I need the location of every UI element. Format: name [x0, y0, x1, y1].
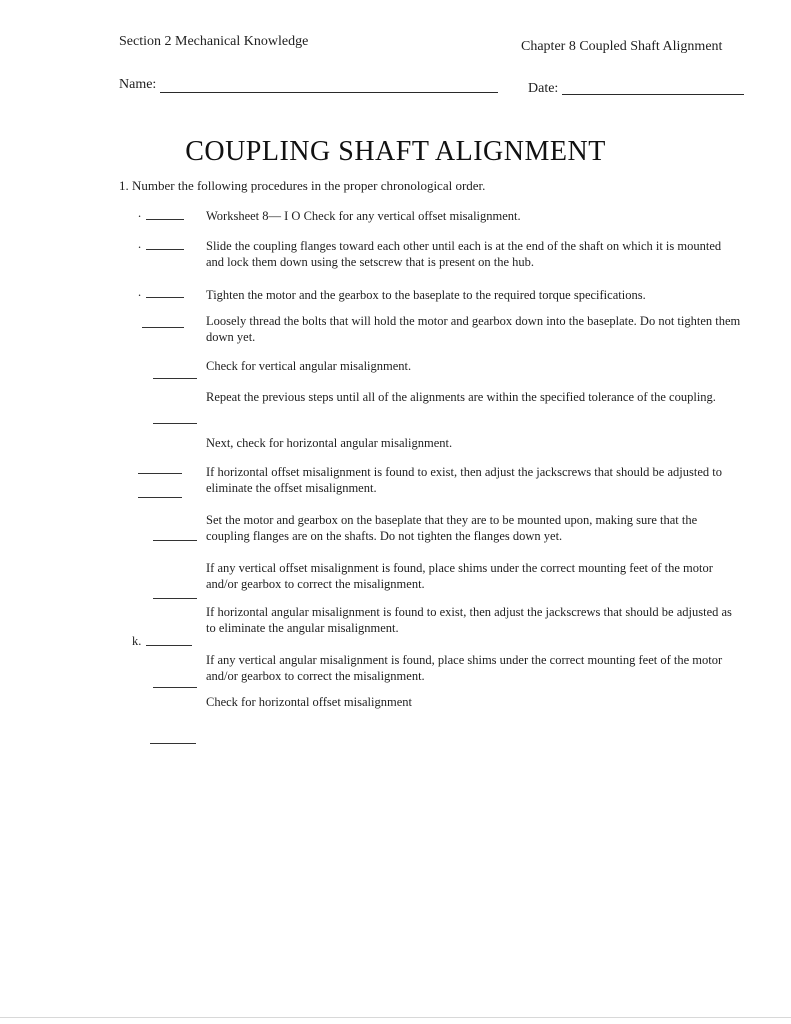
answer-blank[interactable] [138, 473, 182, 474]
procedure-item-2: Slide the coupling flanges toward each other until each is at the end of the shaft on which it is mounted and lock them down using the setscrew that is present on the hub. [206, 239, 722, 269]
procedure-item-7: Next, check for horizontal angular misalignment. [206, 436, 453, 450]
procedure-item-4: Loosely thread the bolts that will hold the motor and gearbox down into the baseplate. Do not tighten them down yet. [206, 314, 741, 344]
chapter-header: Chapter 8 Coupled Shaft Alignment [521, 39, 723, 54]
bullet-dot: . [138, 285, 142, 299]
bullet-dot: . [138, 206, 142, 220]
answer-blank[interactable] [153, 378, 197, 379]
procedure-item-3: Tighten the motor and the gearbox to the baseplate to the required torque specifications. [206, 288, 646, 302]
answer-blank[interactable] [146, 249, 184, 250]
answer-blank[interactable] [153, 423, 197, 424]
date-field-line[interactable] [562, 94, 744, 95]
page-title: COUPLING SHAFT ALIGNMENT [185, 136, 606, 167]
instruction-text: 1. Number the following procedures in the proper chronological order. [119, 178, 486, 193]
answer-blank[interactable] [138, 497, 182, 498]
procedure-item-13: Check for horizontal offset misalignment [206, 695, 412, 709]
item-letter-k: k. [132, 634, 142, 648]
answer-blank[interactable] [153, 540, 197, 541]
answer-blank[interactable] [146, 645, 192, 646]
date-label: Date: [528, 81, 559, 96]
procedure-item-9: Set the motor and gearbox on the baseplate that they are to be mounted upon, making sure that the coupling flanges are on the shafts. Do not tighten the flanges down yet. [206, 513, 698, 543]
procedure-item-8: If horizontal offset misalignment is found to exist, then adjust the jackscrews that should be adjusted to eliminate the offset misalignment. [206, 465, 722, 495]
procedure-item-6: Repeat the previous steps until all of the alignments are within the specified tolerance of the coupling. [206, 390, 716, 404]
answer-blank[interactable] [150, 743, 196, 744]
name-label: Name: [119, 77, 157, 92]
answer-blank[interactable] [146, 297, 184, 298]
section-header: Section 2 Mechanical Knowledge [119, 34, 309, 49]
procedure-item-1: Worksheet 8— I O Check for any vertical offset misalignment. [206, 209, 521, 223]
scan-edge-divider [0, 1017, 791, 1018]
answer-blank[interactable] [153, 598, 197, 599]
answer-blank[interactable] [142, 327, 184, 328]
procedure-item-5: Check for vertical angular misalignment. [206, 359, 412, 373]
name-field-line[interactable] [160, 92, 498, 93]
answer-blank[interactable] [146, 219, 184, 220]
procedure-item-11: If horizontal angular misalignment is found to exist, then adjust the jackscrews that should be adjusted as to eliminate the angular misalignment. [206, 605, 732, 635]
procedure-item-10: If any vertical offset misalignment is found, place shims under the correct mounting feet of the motor and/or gearbox to correct the misalignment. [206, 561, 713, 591]
procedure-item-12: If any vertical angular misalignment is found, place shims under the correct mounting feet of the motor and/or gearbox to correct the misalignment. [206, 653, 723, 683]
answer-blank[interactable] [153, 687, 197, 688]
bullet-dot: . [138, 237, 142, 251]
